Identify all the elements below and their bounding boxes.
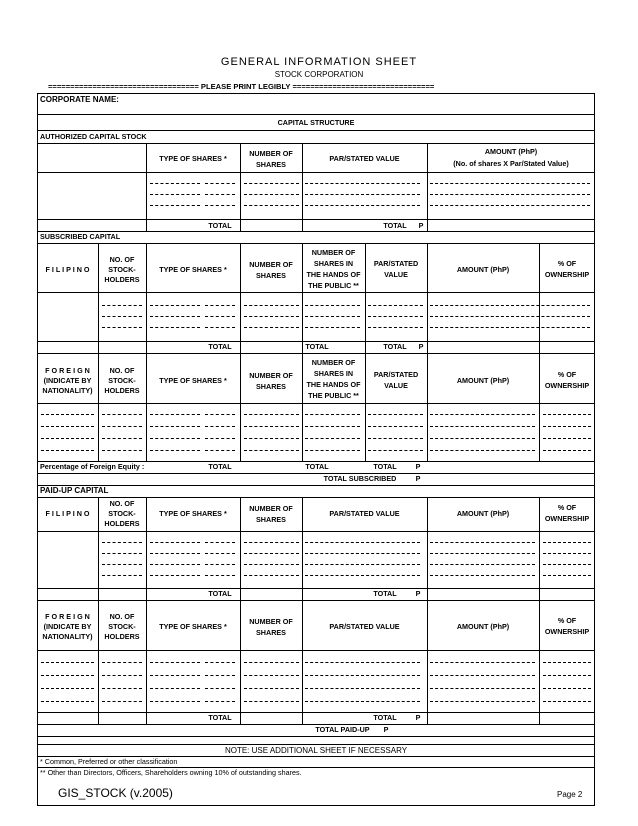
puf-total-2: TOTAL (373, 713, 397, 722)
subf-col-type: TYPE OF SHARES * (159, 376, 227, 385)
total-paidup-label: TOTAL PAID-UP (315, 725, 370, 734)
foreign-equity-label: Percentage of Foreign Equity : (40, 462, 145, 471)
auth-col-type: TYPE OF SHARES * (159, 154, 227, 163)
puf-col-par: PAR/STATED VALUE (329, 622, 400, 631)
auth-total-label-2: TOTAL (383, 221, 407, 230)
subf-total-1: TOTAL (208, 462, 232, 471)
pu-col-par: PAR/STATED VALUE (329, 509, 400, 518)
pu-foreign-label: F O R E I G N (45, 612, 90, 621)
auth-total-peso: P (418, 221, 424, 230)
subf-col-amount: AMOUNT (PhP) (456, 376, 510, 385)
pu-stock-3: HOLDERS (104, 519, 140, 528)
pu-own-1: % OF (557, 503, 577, 512)
subf-public-2: SHARES IN (313, 369, 354, 378)
subf-total-3: TOTAL (373, 462, 397, 471)
subf-stock-3: HOLDERS (104, 386, 140, 395)
puf-stock-3: HOLDERS (104, 632, 140, 641)
pu-foreign-sub2: NATIONALITY) (42, 632, 93, 641)
total-subscribed-peso: P (415, 474, 421, 483)
paidup-label: PAID-UP CAPITAL (40, 486, 109, 495)
corporate-name-label: CORPORATE NAME: (40, 95, 119, 104)
sub-par-2: VALUE (384, 270, 408, 279)
sub-col-amount: AMOUNT (PhP) (456, 265, 510, 274)
puf-col-amount: AMOUNT (PhP) (456, 622, 510, 631)
sub-foreign-label: F O R E I G N (45, 366, 90, 375)
total-paidup-peso: P (383, 725, 389, 734)
form-title: GENERAL INFORMATION SHEET (220, 56, 418, 68)
sub-fil-total-3: TOTAL (383, 342, 407, 351)
puf-col-number: NUMBER OF SHARES (249, 617, 293, 637)
sub-filipino-label: F I L I P I N O (45, 265, 90, 274)
puf-stock-2: STOCK- (108, 622, 136, 631)
pu-col-number: NUMBER OF SHARES (249, 504, 293, 524)
auth-col-number: NUMBER OF SHARES (249, 149, 293, 169)
pu-col-type: TYPE OF SHARES * (159, 509, 227, 518)
pu-fil-total-1: TOTAL (208, 589, 232, 598)
subf-stock-1: NO. OF (109, 366, 135, 375)
subf-par-2: VALUE (384, 381, 408, 390)
capital-structure-label: CAPITAL STRUCTURE (277, 118, 355, 127)
pu-fil-peso: P (415, 589, 421, 598)
sub-own-1: % OF (557, 259, 577, 268)
pu-fil-total-2: TOTAL (373, 589, 397, 598)
sub-par-1: PAR/STATED (373, 259, 419, 268)
sub-stock-2: STOCK- (108, 265, 136, 274)
subf-par-1: PAR/STATED (373, 370, 419, 379)
sub-fil-total-2: TOTAL (305, 342, 329, 351)
authorized-label: AUTHORIZED CAPITAL STOCK (40, 132, 147, 141)
page-number: Page 2 (557, 790, 583, 799)
subf-public-3: THE HANDS OF (306, 380, 361, 389)
puf-own-1: % OF (557, 616, 577, 625)
subf-col-number: NUMBER OF SHARES (249, 371, 293, 391)
sub-public-2: SHARES IN (313, 259, 354, 268)
total-subscribed-label: TOTAL SUBSCRIBED (323, 474, 397, 483)
sub-stock-3: HOLDERS (104, 275, 140, 284)
auth-col-amount: AMOUNT (PhP) (484, 147, 538, 156)
puf-col-type: TYPE OF SHARES * (159, 622, 227, 631)
auth-total-label: TOTAL (208, 221, 232, 230)
pu-foreign-sub1: (INDICATE BY (43, 622, 92, 631)
subf-public-4: THE PUBLIC ** (308, 391, 359, 400)
auth-col-amount-sub: (No. of shares X Par/Stated Value) (453, 159, 569, 168)
auth-col-par: PAR/STATED VALUE (329, 154, 400, 163)
pu-stock-1: NO. OF (109, 499, 135, 508)
subf-own-2: OWNERSHIP (544, 381, 590, 390)
subf-public-1: NUMBER OF (311, 358, 356, 367)
puf-own-2: OWNERSHIP (544, 627, 590, 636)
puf-peso: P (415, 713, 421, 722)
sub-col-type: TYPE OF SHARES * (159, 265, 227, 274)
puf-stock-1: NO. OF (109, 612, 135, 621)
footnote-2: ** Other than Directors, Officers, Shareholders owning 10% of outstanding shares. (40, 768, 302, 777)
sub-foreign-sub2: NATIONALITY) (42, 386, 93, 395)
subscribed-label: SUBSCRIBED CAPITAL (40, 232, 121, 241)
puf-total-1: TOTAL (208, 713, 232, 722)
subf-peso: P (415, 462, 421, 471)
sub-own-2: OWNERSHIP (544, 270, 590, 279)
sub-public-1: NUMBER OF (311, 248, 356, 257)
subf-own-1: % OF (557, 370, 577, 379)
pu-own-2: OWNERSHIP (544, 514, 590, 523)
subf-stock-2: STOCK- (108, 376, 136, 385)
sub-public-3: THE HANDS OF (306, 270, 361, 279)
note-text: NOTE: USE ADDITIONAL SHEET IF NECESSARY (224, 746, 408, 755)
sub-col-number: NUMBER OF SHARES (249, 260, 293, 280)
sub-fil-peso: P (418, 342, 424, 351)
sub-foreign-sub1: (INDICATE BY (43, 376, 92, 385)
sub-public-4: THE PUBLIC ** (308, 281, 359, 290)
sub-stock-1: NO. OF (109, 255, 135, 264)
pu-filipino-label: F I L I P I N O (45, 509, 90, 518)
sub-fil-total-1: TOTAL (208, 342, 232, 351)
form-version: GIS_STOCK (v.2005) (58, 786, 173, 800)
subf-total-2: TOTAL (305, 462, 329, 471)
pu-col-amount: AMOUNT (PhP) (456, 509, 510, 518)
form-subtitle: STOCK CORPORATION (274, 70, 364, 79)
print-notice: ================================== PLEASE PRINT LEGIBLY ================================ (48, 82, 435, 91)
pu-stock-2: STOCK- (108, 509, 136, 518)
footnote-1: * Common, Preferred or other classification (40, 757, 178, 766)
